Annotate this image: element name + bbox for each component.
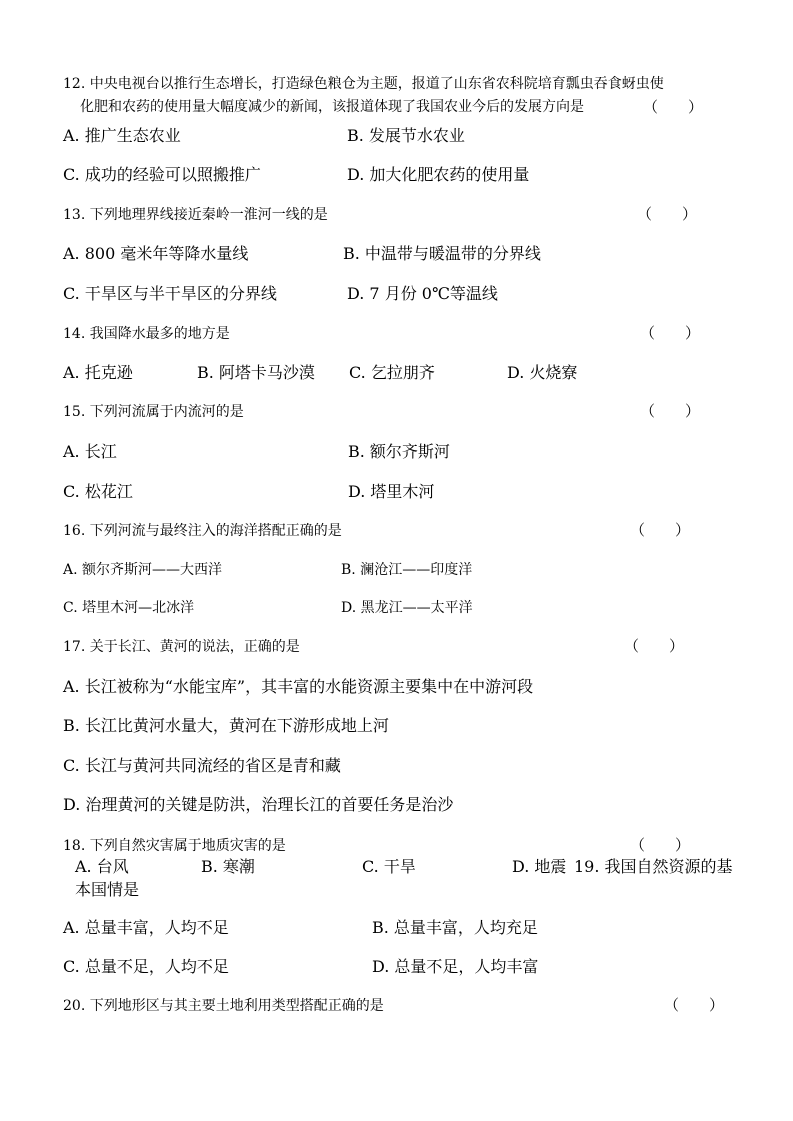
q12-option-d: D. 加大化肥农药的使用量 (347, 165, 530, 184)
q14-option-d: D. 火烧寮 (507, 363, 578, 382)
q15-option-c: C. 松花江 (63, 482, 133, 501)
q13-answer-paren: （ ） (637, 205, 698, 223)
q12-answer-paren: （ ） (643, 98, 704, 116)
q15-option-a: A. 长江 (63, 442, 117, 461)
q14-answer-paren: （ ） (640, 324, 701, 342)
q14-option-c: C. 乞拉朋齐 (349, 363, 435, 382)
q18-option-d: D. 地震 (512, 857, 567, 876)
q17-answer-paren: （ ） (624, 637, 685, 655)
q19-stem-start: 19. 我国自然资源的基 (574, 857, 733, 876)
q16-option-c: C. 塔里木河—北冰洋 (63, 600, 195, 616)
q18-option-b: B. 寒潮 (201, 857, 255, 876)
q17-option-a: A. 长江被称为“水能宝库”，其丰富的水能资源主要集中在中游河段 (63, 677, 534, 696)
q12-option-a: A. 推广生态农业 (63, 126, 181, 145)
q16-stem: 16. 下列河流与最终注入的海洋搭配正确的是 (63, 523, 342, 539)
q14-option-b: B. 阿塔卡马沙漠 (197, 363, 315, 382)
q17-option-b: B. 长江比黄河水量大，黄河在下游形成地上河 (63, 716, 389, 735)
q16-answer-paren: （ ） (630, 521, 691, 539)
q19-option-a: A. 总量丰富，人均不足 (63, 918, 229, 937)
q20-stem: 20. 下列地形区与其主要土地利用类型搭配正确的是 (63, 998, 384, 1014)
q13-option-c: C. 干旱区与半干旱区的分界线 (63, 284, 277, 303)
q15-option-b: B. 额尔齐斯河 (348, 442, 450, 461)
q15-option-d: D. 塔里木河 (348, 482, 435, 501)
q18-option-c: C. 干旱 (362, 857, 416, 876)
q13-stem: 13. 下列地理界线接近秦岭一淮河一线的是 (63, 207, 328, 223)
q17-option-c: C. 长江与黄河共同流经的省区是青和藏 (63, 756, 341, 775)
q19-option-b: B. 总量丰富，人均充足 (372, 918, 538, 937)
q17-stem: 17. 关于长江、黄河的说法，正确的是 (63, 639, 300, 655)
q18-answer-paren: （ ） (630, 836, 691, 854)
q18-stem: 18. 下列自然灾害属于地质灾害的是 (63, 838, 286, 854)
q15-answer-paren: （ ） (640, 402, 701, 420)
q19-option-d: D. 总量不足，人均丰富 (372, 957, 539, 976)
q13-option-a: A. 800 毫米年等降水量线 (63, 244, 249, 263)
q12-stem-line2: 化肥和农药的使用量大幅度减少的新闻，该报道体现了我国农业今后的发展方向是 (80, 99, 584, 115)
q12-stem-line1: 12. 中央电视台以推行生态增长，打造绿色粮仓为主题，报道了山东省农科院培育瓢虫吞食蚜虫使 (63, 76, 664, 92)
q12-option-c: C. 成功的经验可以照搬推广 (63, 165, 261, 184)
q17-option-d: D. 治理黄河的关键是防洪，治理长江的首要任务是治沙 (63, 795, 454, 814)
q13-option-b: B. 中温带与暖温带的分界线 (343, 244, 541, 263)
q16-option-a: A. 额尔齐斯河——大西洋 (63, 562, 223, 578)
q18-option-a: A. 台风 (75, 857, 129, 876)
q19-option-c: C. 总量不足，人均不足 (63, 957, 229, 976)
q14-option-a: A. 托克逊 (63, 363, 133, 382)
q16-option-d: D. 黑龙江——太平洋 (341, 600, 473, 616)
q13-option-d: D. 7 月份 0℃等温线 (347, 284, 498, 303)
q16-option-b: B. 澜沧江——印度洋 (341, 562, 473, 578)
q12-option-b: B. 发展节水农业 (347, 126, 465, 145)
q19-stem-line2: 本国情是 (75, 880, 140, 899)
q20-answer-paren: （ ） (664, 996, 725, 1014)
q15-stem: 15. 下列河流属于内流河的是 (63, 404, 244, 420)
q14-stem: 14. 我国降水最多的地方是 (63, 326, 230, 342)
